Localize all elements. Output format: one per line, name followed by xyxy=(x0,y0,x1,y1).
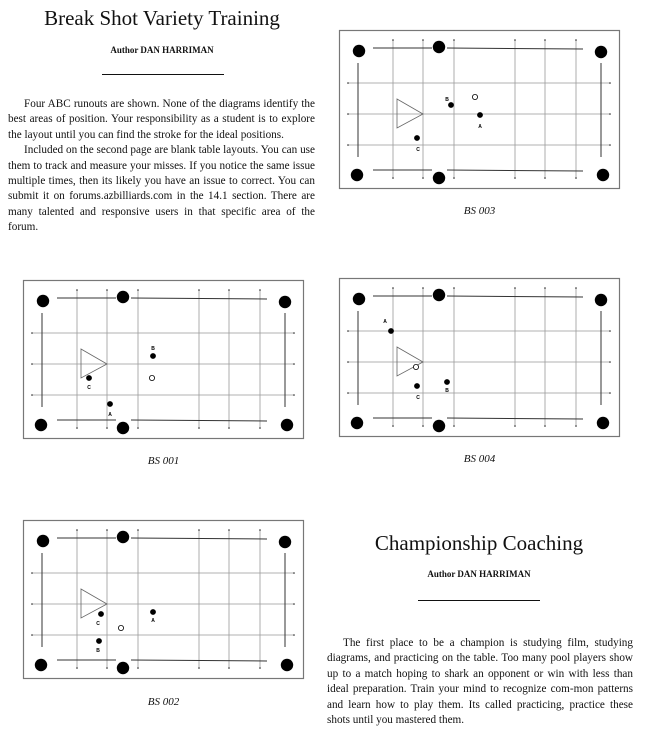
pocket-icon xyxy=(351,417,363,429)
diamond-marker xyxy=(347,82,349,84)
ball-a xyxy=(107,401,113,407)
pocket-icon xyxy=(433,172,445,184)
diagram-bs003 xyxy=(339,30,620,189)
section2-title: Championship Coaching xyxy=(374,531,584,555)
cue-ball xyxy=(413,364,418,369)
pocket-icon xyxy=(117,531,129,543)
pocket-icon xyxy=(595,46,607,58)
diamond-marker xyxy=(392,425,394,427)
author-name: DAN HARRIMAN xyxy=(457,569,531,579)
diamond-marker xyxy=(514,177,516,179)
diamond-marker xyxy=(422,177,424,179)
ball-b xyxy=(448,102,454,108)
diamond-marker xyxy=(293,332,295,334)
pocket-icon xyxy=(597,169,609,181)
diamond-marker xyxy=(259,667,261,669)
diamond-marker xyxy=(453,425,455,427)
diamond-marker xyxy=(293,634,295,636)
diamond-marker xyxy=(31,572,33,574)
diamond-marker xyxy=(347,330,349,332)
cue-ball xyxy=(149,375,154,380)
ball-b xyxy=(150,353,156,359)
ball-label-b: B xyxy=(96,648,100,654)
section2-paragraph-1: The first place to be a champion is studying film, studying diagrams, and practicing on the table. Too many pool players show up to a match hoping to shark an opponent or win with less than ideal preparation. Train your mind to recognize com-mon patterns and learn how to play them. Its called practicing, practice these shots until you mastered them. xyxy=(327,637,633,727)
ball-c xyxy=(98,611,104,617)
diamond-marker xyxy=(347,392,349,394)
ball-c xyxy=(414,135,420,141)
diamond-marker xyxy=(575,287,577,289)
diamond-marker xyxy=(31,332,33,334)
diamond-marker xyxy=(259,529,261,531)
diamond-marker xyxy=(575,177,577,179)
pocket-icon xyxy=(353,45,365,57)
diamond-marker xyxy=(31,394,33,396)
pocket-icon xyxy=(433,420,445,432)
diagram-caption-bs004: BS 004 xyxy=(463,453,496,465)
diamond-marker xyxy=(198,529,200,531)
ball-label-a: A xyxy=(108,412,112,418)
diamond-marker xyxy=(609,330,611,332)
author-prefix: Author xyxy=(110,45,139,55)
section1-body xyxy=(8,97,315,236)
pocket-icon xyxy=(279,296,291,308)
pocket-icon xyxy=(35,419,47,431)
pocket-icon xyxy=(37,295,49,307)
diamond-marker xyxy=(76,667,78,669)
diamond-marker xyxy=(609,144,611,146)
diamond-marker xyxy=(198,289,200,291)
pocket-icon xyxy=(35,659,47,671)
table-frame xyxy=(24,281,304,439)
ball-label-b: B xyxy=(445,97,449,103)
diamond-marker xyxy=(76,289,78,291)
diamond-marker xyxy=(514,425,516,427)
diamond-marker xyxy=(544,287,546,289)
diamond-marker xyxy=(106,427,108,429)
diagram-bs002 xyxy=(23,520,304,679)
diamond-marker xyxy=(137,427,139,429)
pocket-icon xyxy=(281,419,293,431)
section2-divider xyxy=(418,600,540,601)
pocket-icon xyxy=(117,422,129,434)
diamond-marker xyxy=(453,287,455,289)
diamond-marker xyxy=(392,39,394,41)
pocket-icon xyxy=(117,662,129,674)
pocket-icon xyxy=(117,291,129,303)
ball-label-a: A xyxy=(383,319,387,325)
diagram-caption-bs002: BS 002 xyxy=(147,696,180,708)
diagram-caption-bs001: BS 001 xyxy=(147,455,180,467)
diamond-marker xyxy=(106,529,108,531)
diamond-marker xyxy=(228,667,230,669)
pocket-icon xyxy=(351,169,363,181)
ball-label-b: B xyxy=(445,388,449,394)
diamond-marker xyxy=(31,603,33,605)
diamond-marker xyxy=(347,113,349,115)
section1-paragraph-2: Included on the second page are blank table layouts. You can use them to track and measure your misses. If you notice the same issue multiple times, then its likely you have an issue to correct. You can submit it on forums.azbilliards.com in the 14.1 section. There are many talented and responsive users in that specific area of the forum. xyxy=(8,144,315,234)
ball-label-c: C xyxy=(416,395,420,401)
ball-b xyxy=(444,379,450,385)
ball-a xyxy=(150,609,156,615)
diamond-marker xyxy=(347,144,349,146)
ball-a xyxy=(388,328,394,334)
diamond-marker xyxy=(228,529,230,531)
diamond-marker xyxy=(422,287,424,289)
ball-label-c: C xyxy=(96,621,100,627)
author-name: DAN HARRIMAN xyxy=(140,45,214,55)
diamond-marker xyxy=(31,363,33,365)
diagram-bs001 xyxy=(23,280,304,439)
diamond-marker xyxy=(392,287,394,289)
ball-label-b: B xyxy=(151,346,155,352)
diamond-marker xyxy=(609,392,611,394)
cue-ball xyxy=(472,94,477,99)
diamond-marker xyxy=(293,603,295,605)
diamond-marker xyxy=(293,363,295,365)
diamond-marker xyxy=(198,427,200,429)
section2-body xyxy=(327,636,633,728)
table-frame xyxy=(24,521,304,679)
diamond-marker xyxy=(259,289,261,291)
diamond-marker xyxy=(106,289,108,291)
diamond-marker xyxy=(514,287,516,289)
diamond-marker xyxy=(422,425,424,427)
section1-paragraph-1: Four ABC runouts are shown. None of the diagrams identify the best areas of position. Your responsibility as a student is to explore the layout until you can find the stroke for the ideal positions. xyxy=(8,98,315,141)
diamond-marker xyxy=(453,39,455,41)
table-frame xyxy=(340,31,620,189)
pocket-icon xyxy=(433,289,445,301)
diamond-marker xyxy=(544,177,546,179)
cue-ball xyxy=(118,625,123,630)
ball-c xyxy=(414,383,420,389)
diamond-marker xyxy=(76,529,78,531)
diamond-marker xyxy=(76,427,78,429)
ball-c xyxy=(86,375,92,381)
diamond-marker xyxy=(293,572,295,574)
section2-author xyxy=(320,569,638,579)
diamond-marker xyxy=(544,425,546,427)
pocket-icon xyxy=(281,659,293,671)
table-frame xyxy=(340,279,620,437)
ball-b xyxy=(96,638,102,644)
diamond-marker xyxy=(259,427,261,429)
diamond-marker xyxy=(609,361,611,363)
diamond-marker xyxy=(575,39,577,41)
diamond-marker xyxy=(293,394,295,396)
pocket-icon xyxy=(595,294,607,306)
diamond-marker xyxy=(575,425,577,427)
diamond-marker xyxy=(609,82,611,84)
author-prefix: Author xyxy=(427,569,456,579)
ball-label-c: C xyxy=(87,385,91,391)
diamond-marker xyxy=(137,667,139,669)
diamond-marker xyxy=(422,39,424,41)
diamond-marker xyxy=(392,177,394,179)
diamond-marker xyxy=(106,667,108,669)
diamond-marker xyxy=(609,113,611,115)
diagram-caption-bs003: BS 003 xyxy=(463,205,496,217)
ball-label-c: C xyxy=(416,147,420,153)
diamond-marker xyxy=(514,39,516,41)
diamond-marker xyxy=(31,634,33,636)
pocket-icon xyxy=(37,535,49,547)
section1-divider xyxy=(102,74,224,75)
diamond-marker xyxy=(228,289,230,291)
ball-label-a: A xyxy=(151,618,155,624)
diamond-marker xyxy=(137,289,139,291)
section1-author xyxy=(0,45,324,55)
pocket-icon xyxy=(597,417,609,429)
diamond-marker xyxy=(228,427,230,429)
diamond-marker xyxy=(198,667,200,669)
ball-a xyxy=(477,112,483,118)
diagram-bs004 xyxy=(339,278,620,437)
pocket-icon xyxy=(433,41,445,53)
diamond-marker xyxy=(544,39,546,41)
pocket-icon xyxy=(353,293,365,305)
pocket-icon xyxy=(279,536,291,548)
diamond-marker xyxy=(453,177,455,179)
diamond-marker xyxy=(137,529,139,531)
ball-label-a: A xyxy=(478,124,482,130)
diamond-marker xyxy=(347,361,349,363)
section1-title: Break Shot Variety Training xyxy=(44,6,280,30)
